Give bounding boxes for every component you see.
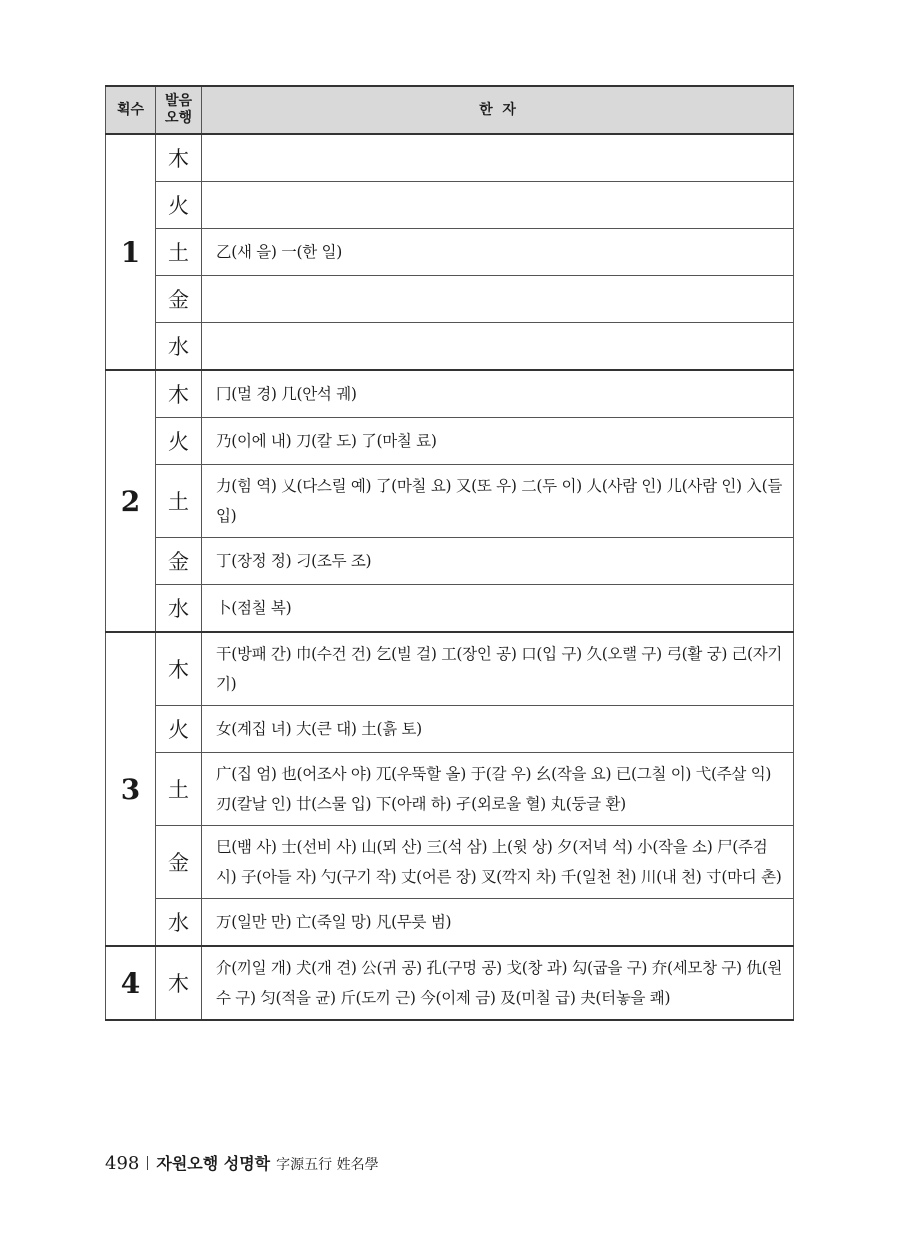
element-cell: 土 <box>156 753 202 826</box>
hanja-chars-cell <box>202 323 794 371</box>
table-row <box>106 276 794 323</box>
header-element: 발음 오행 <box>156 86 202 134</box>
table-row <box>106 899 794 947</box>
element-cell: 火 <box>156 418 202 465</box>
table-row <box>106 706 794 753</box>
hanja-chars-cell: 冂(멀 경) 几(안석 궤) <box>202 370 794 418</box>
hanja-chars-cell: 乃(이에 내) 刀(칼 도) 了(마칠 료) <box>202 418 794 465</box>
hanja-chars-cell: 丁(장정 정) 刁(조두 조) <box>202 538 794 585</box>
element-cell: 木 <box>156 134 202 182</box>
stroke-count-cell: 4 <box>106 946 156 1020</box>
hanja-chars-cell <box>202 134 794 182</box>
table-row <box>106 632 794 706</box>
page-footer <box>105 1151 379 1174</box>
hanja-chars-cell: 干(방패 간) 巾(수건 건) 乞(빌 걸) 工(장인 공) 口(입 구) 久(오랠 구) 弓(활 궁) 己(자기 기) <box>202 632 794 706</box>
hanja-chars-cell: 介(끼일 개) 犬(개 견) 公(귀 공) 孔(구멍 공) 戈(창 과) 勾(굽을 구) 夰(세모창 구) 仇(원수 구) 匀(적을 균) 斤(도끼 근) 今(이제 금) 及(미칠 급) 夬(터놓을 쾌) <box>202 946 794 1020</box>
element-cell: 火 <box>156 182 202 229</box>
hanja-chars-cell: 乙(새 을) 一(한 일) <box>202 229 794 276</box>
element-cell: 木 <box>156 370 202 418</box>
book-title: 자원오행 성명학 <box>156 1154 271 1173</box>
element-cell: 水 <box>156 323 202 371</box>
hanja-chars-cell: 女(계집 녀) 大(큰 대) 土(흙 토) <box>202 706 794 753</box>
page-number: 498 <box>105 1153 140 1174</box>
table-row <box>106 826 794 899</box>
element-cell: 水 <box>156 899 202 947</box>
hanja-chars-cell: 卜(점칠 복) <box>202 585 794 633</box>
hanja-chars-cell: 万(일만 만) 亡(죽일 망) 凡(무릇 범) <box>202 899 794 947</box>
stroke-count-cell: 1 <box>106 134 156 370</box>
element-cell: 金 <box>156 826 202 899</box>
table-row <box>106 585 794 633</box>
hanja-chars-cell: 力(힘 역) 乂(다스릴 예) 了(마칠 요) 又(또 우) 二(두 이) 人(사람 인) 儿(사람 인) 入(들입) <box>202 465 794 538</box>
stroke-count-cell: 2 <box>106 370 156 632</box>
element-cell: 土 <box>156 465 202 538</box>
table-row <box>106 370 794 418</box>
stroke-count-cell: 3 <box>106 632 156 946</box>
table-row <box>106 134 794 182</box>
hanja-chars-cell <box>202 276 794 323</box>
table-row <box>106 323 794 371</box>
element-cell: 木 <box>156 946 202 1020</box>
header-stroke: 획수 <box>106 86 156 134</box>
table-row <box>106 465 794 538</box>
table-body <box>106 134 794 1020</box>
element-cell: 木 <box>156 632 202 706</box>
element-cell: 金 <box>156 276 202 323</box>
hanja-chars-cell: 广(집 엄) 也(어조사 야) 兀(우뚝할 올) 于(갈 우) 幺(작을 요) 已(그칠 이) 弋(주살 익) 刃(칼날 인) 廿(스물 입) 下(아래 하) 孑(외로울 혈) 丸(둥글 환) <box>202 753 794 826</box>
hanja-table <box>105 85 794 1021</box>
table-row <box>106 182 794 229</box>
table-row <box>106 418 794 465</box>
hanja-chars-cell <box>202 182 794 229</box>
element-cell: 火 <box>156 706 202 753</box>
element-cell: 土 <box>156 229 202 276</box>
table-header-row <box>106 86 794 134</box>
element-cell: 金 <box>156 538 202 585</box>
hanja-chars-cell: 巳(뱀 사) 士(선비 사) 山(뫼 산) 三(석 삼) 上(윗 상) 夕(저녁 석) 小(작을 소) 尸(주검 시) 子(아들 자) 勺(구기 작) 丈(어른 장) 叉(깍지 차) 千(일천 천) 川(내 천) 寸(마디 촌) <box>202 826 794 899</box>
table-row <box>106 229 794 276</box>
footer-divider <box>147 1156 148 1170</box>
element-cell: 水 <box>156 585 202 633</box>
header-hanja: 한 자 <box>202 86 794 134</box>
table-row <box>106 538 794 585</box>
table-row <box>106 946 794 1020</box>
table-row <box>106 753 794 826</box>
book-subtitle: 字源五行 姓名學 <box>276 1157 379 1173</box>
